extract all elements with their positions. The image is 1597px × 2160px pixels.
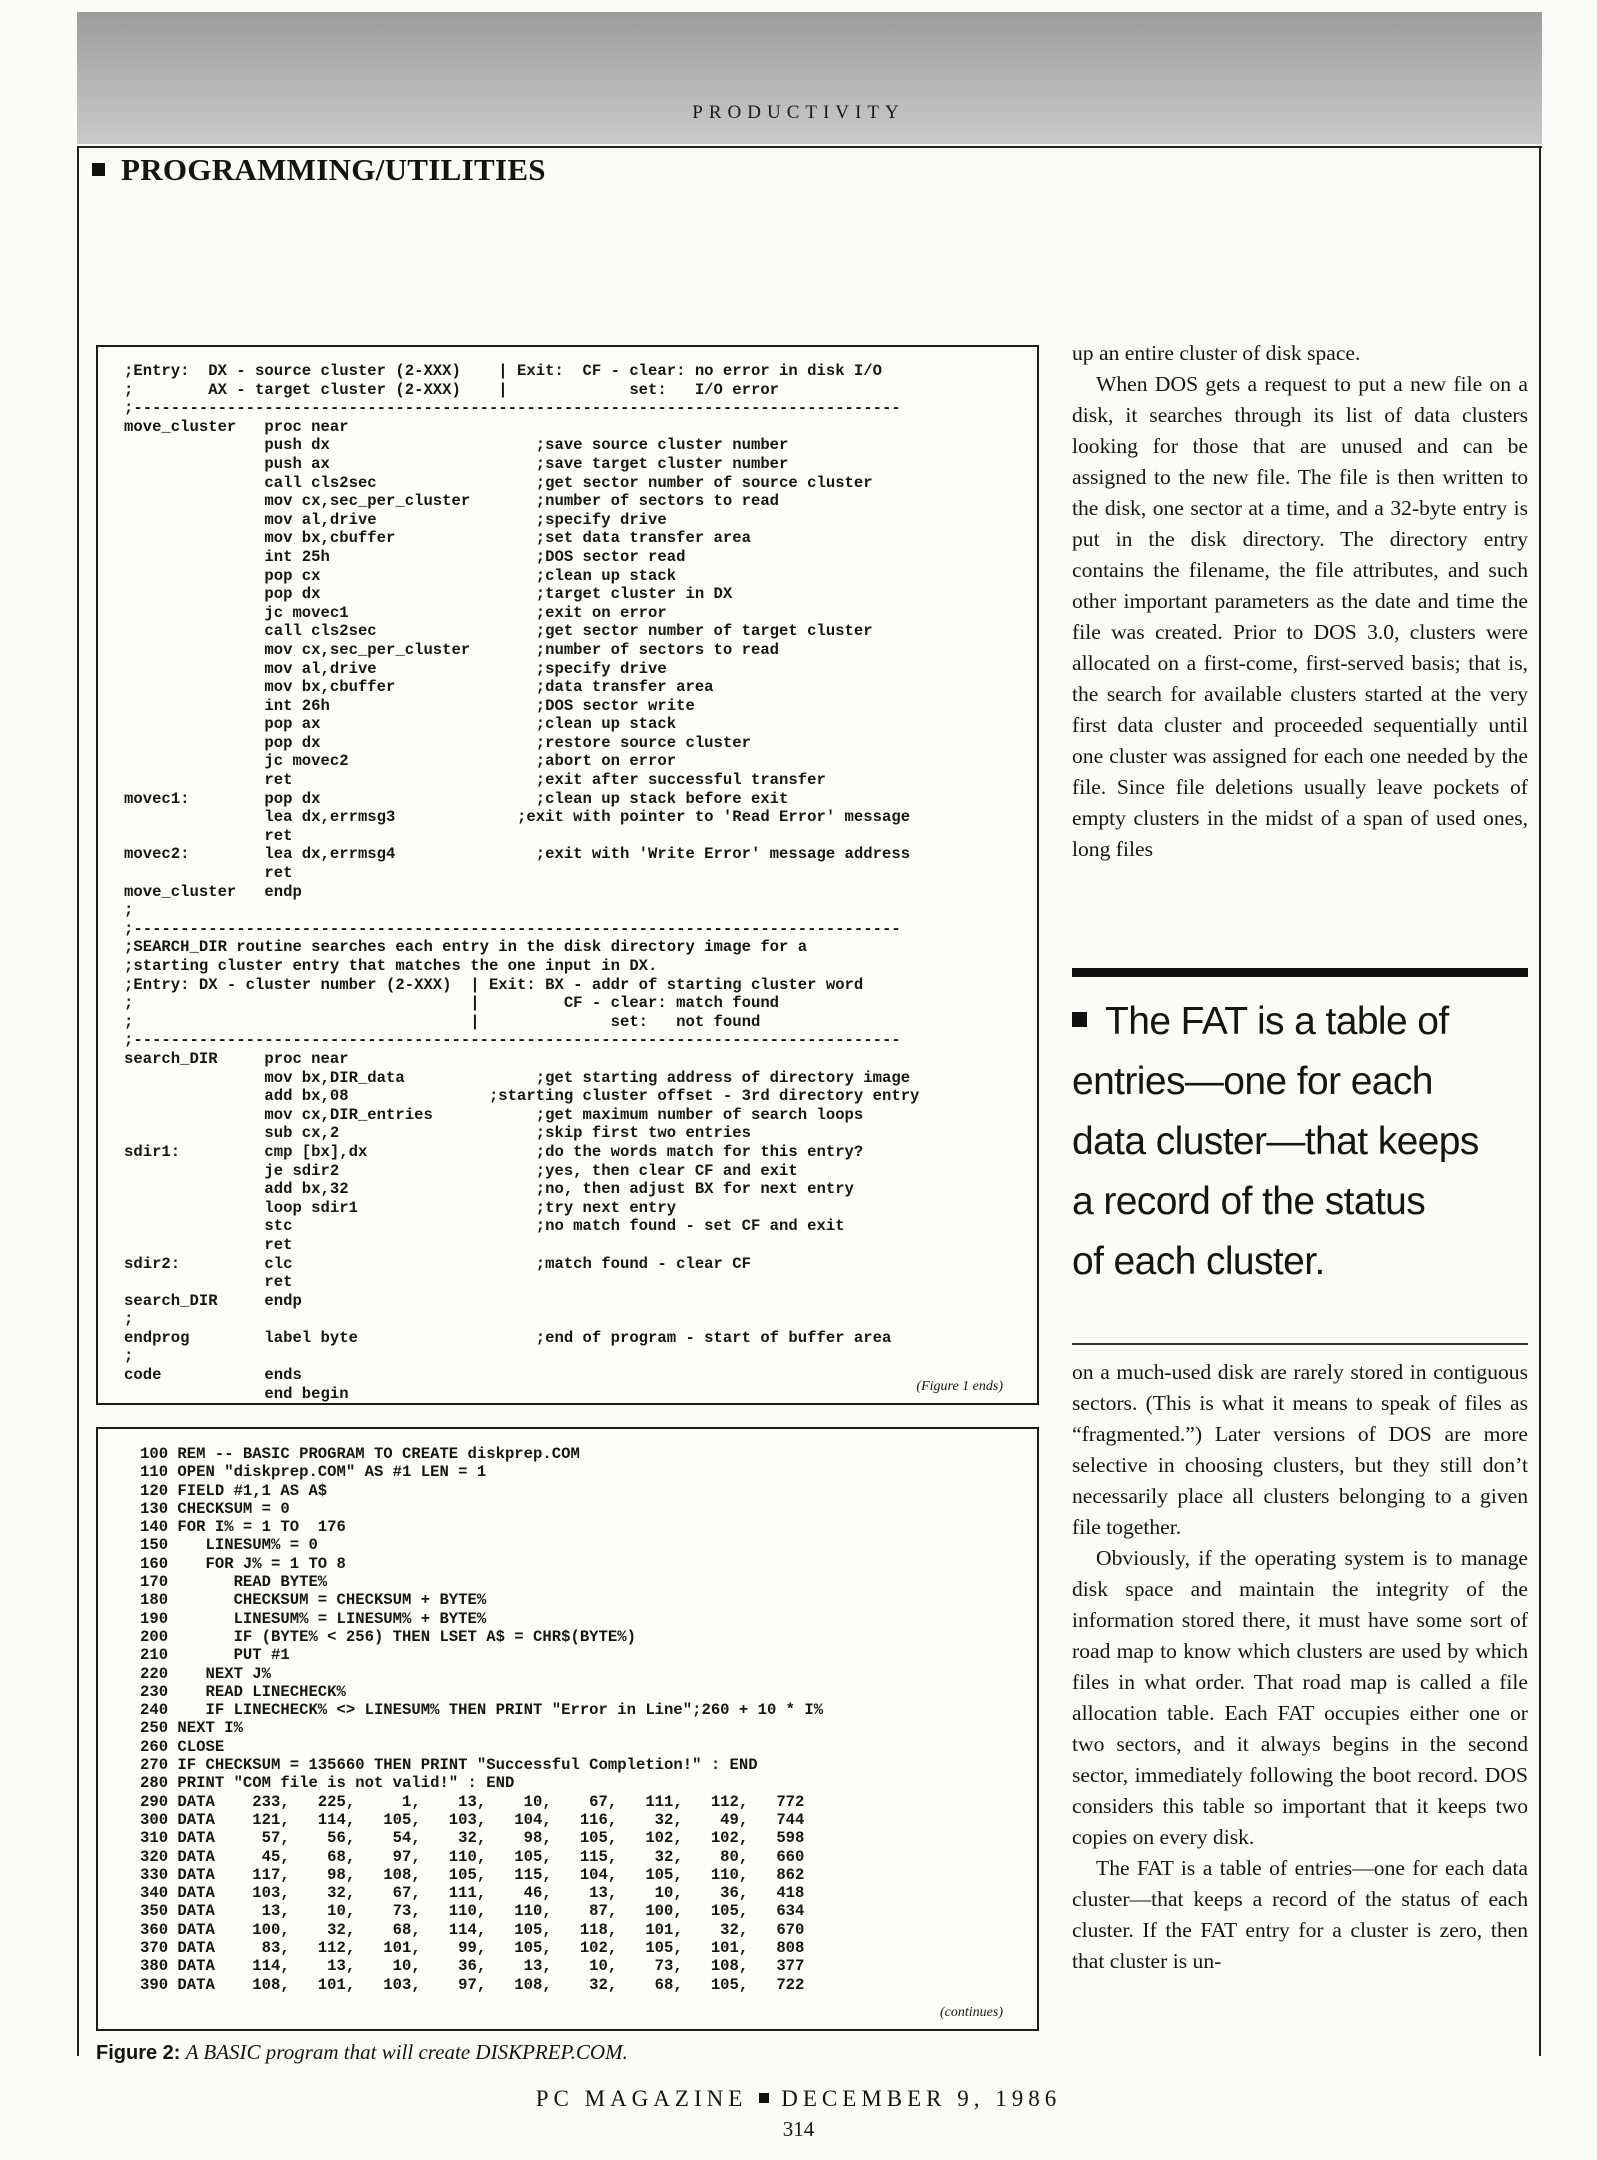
article-paragraph: When DOS gets a request to put a new file on a disk, it searches through its list of data clusters looking for those that are unused and can be assigned to the new file. The file is then written to the disk, one sector at a time, and a 32-byte entry is put in the disk directory. The directory entry contains the filename, the file attributes, and such other important parameters as the date and time the file was created. Prior to DOS 3.0, clusters were allocated on a first-come, first-served basis; that is, the search for available clusters started at the very first data cluster and proceeded sequentially until one cluster was assigned for each one needed by the file. Since file deletions usually leave pockets of empty clusters in the midst of a span of used ones, long files	[1072, 372, 1528, 861]
article-paragraph: The FAT is a table of entries—one for each data cluster—that keeps a record of the status of each cluster. If the FAT entry for a cluster is zero, then that cluster is un-	[1072, 1856, 1528, 1973]
pullquote	[1072, 992, 1542, 1292]
article-paragraph: Obviously, if the operating system is to manage disk space and maintain the integrity of the information stored there, it must have some sort of road map to know which clusters are used by which files in what order. That road map is called a file allocation table. Each FAT occupies either one or two sectors, and it always begins in the second sector, immediately following the boot record. DOS considers this table so important that it keeps two copies on every disk.	[1072, 1546, 1528, 1849]
article-column-top	[1072, 338, 1528, 865]
pullquote-line: a record of the status	[1072, 1180, 1426, 1223]
figure2-code-listing: 100 REM -- BASIC PROGRAM TO CREATE diskprep.COM 110 OPEN "diskprep.COM" AS #1 LEN = 1 120 FIELD #1,1 AS A$ 130 CHECKSUM = 0 140 FOR I% = 1 TO 176 150 LINESUM% = 0 160 FOR J% = 1 TO 8 170 READ BYTE% 180 CHECKSUM = CHECKSUM + BYTE% 190 LINESUM% = LINESUM% + BYTE% 200 IF (BYTE% < 256) THEN LSET A$ = CHR$(BYTE%) 210 PUT #1 220 NEXT J% 230 READ LINECHECK% 240 IF LINECHECK% <> LINESUM% THEN PRINT "Error in Line";260 + 10 * I% 250 NEXT I% 260 CLOSE 270 IF CHECKSUM = 135660 THEN PRINT "Successful Completion!" : END 280 PRINT "COM file is not valid!" : END 290 DATA 233, 225, 1, 13, 10, 67, 111, 112, 772 300 DATA 121, 114, 105, 103, 104, 116, 32, 49, 744 310 DATA 57, 56, 54, 32, 98, 105, 102, 102, 598 320 DATA 45, 68, 97, 110, 105, 115, 32, 80, 660 330 DATA 117, 98, 108, 105, 115, 104, 105, 110, 862 340 DATA 103, 32, 67, 111, 46, 13, 10, 36, 418 350 DATA 13, 10, 73, 110, 110, 87, 100, 105, 634 360 DATA 100, 32, 68, 114, 105, 118, 101, 32, 670 370 DATA 83, 112, 101, 99, 105, 102, 105, 101, 808 380 DATA 114, 13, 10, 36, 13, 10, 73, 108, 377 390 DATA 108, 101, 103, 97, 108, 32, 68, 105, 722	[140, 1445, 824, 1994]
caption-label: Figure 2:	[96, 2042, 181, 2064]
pullquote-line: of each cluster.	[1072, 1240, 1325, 1283]
left-rule	[77, 146, 79, 2056]
footer-date: DECEMBER 9, 1986	[781, 2086, 1062, 2111]
pullquote-bottom-rule	[1072, 1343, 1528, 1345]
figure2-continues-note: (continues)	[940, 2005, 1003, 2020]
bullet-square-icon	[759, 2093, 769, 2103]
pullquote-line: entries—one for each	[1072, 1060, 1433, 1103]
figure1-end-note: (Figure 1 ends)	[916, 1379, 1003, 1394]
section-kicker	[92, 152, 546, 188]
article-paragraph: up an entire cluster of disk space.	[1072, 341, 1361, 365]
kicker-text: PROGRAMMING/UTILITIES	[121, 152, 546, 187]
page-number: 314	[782, 2117, 815, 2141]
pullquote-line: data cluster—that keeps	[1072, 1120, 1479, 1163]
pullquote-top-rule	[1072, 968, 1528, 977]
caption-text: A BASIC program that will create DISKPREP.COM.	[185, 2040, 628, 2064]
top-rule	[77, 146, 1542, 148]
header-band	[77, 12, 1542, 144]
pullquote-line: The FAT is a table of	[1105, 1000, 1449, 1043]
bullet-square-icon	[92, 163, 105, 176]
figure1-code-box	[96, 345, 1039, 1405]
page-footer	[0, 2086, 1597, 2112]
figure1-code-listing: ;Entry: DX - source cluster (2-XXX) | Exit: CF - clear: no error in disk I/O ; AX - target cluster (2-XXX) | set: I/O error ;---------------------------------------------------------------------------------- move_cluster proc near push dx ;save source cluster number push ax ;save target cluster number call cls2sec ;get sector number of source cluster mov cx,sec_per_cluster ;number of sectors to read mov al,drive ;specify drive mov bx,cbuffer ;set data transfer area int 25h ;DOS sector read pop cx ;clean up stack pop dx ;target cluster in DX jc movec1 ;exit on error call cls2sec ;get sector number of target cluster mov cx,sec_per_cluster ;number of sectors to read mov al,drive ;specify drive mov bx,cbuffer ;data transfer area int 26h ;DOS sector write pop ax ;clean up stack pop dx ;restore source cluster jc movec2 ;abort on error ret ;exit after successful transfer movec1: pop dx ;clean up stack before exit lea dx,errmsg3 ;exit with pointer to 'Read Error' message ret movec2: lea dx,errmsg4 ;exit with 'Write Error' message address ret move_cluster endp ; ;---------------------------------------------------------------------------------- ;SEARCH_DIR routine searches each entry in the disk directory image for a ;starting cluster entry that matches the one input in DX. ;Entry: DX - cluster number (2-XXX) | Exit: BX - addr of starting cluster word ; | CF - clear: match found ; | set: not found ;---------------------------------------------------------------------------------- search_DIR proc near mov bx,DIR_data ;get starting address of directory image add bx,08 ;starting cluster offset - 3rd directory entry mov cx,DIR_entries ;get maximum number of search loops sub cx,2 ;skip first two entries sdir1: cmp [bx],dx ;do the words match for this entry? je sdir2 ;yes, then clear CF and exit add bx,32 ;no, then adjust BX for next entry loop sdir1 ;try next entry stc ;no match found - set CF and exit ret sdir2: clc ;match found - clear CF ret search_DIR endp ; endprog label byte ;end of program - start of buffer area ; code ends end begin	[124, 362, 920, 1403]
article-column-bottom	[1072, 1357, 1528, 1977]
section-label: PRODUCTIVITY	[692, 102, 905, 123]
figure2-code-box	[96, 1427, 1039, 2031]
bullet-square-icon	[1072, 1012, 1087, 1027]
figure2-caption	[96, 2040, 628, 2065]
footer-magazine: PC MAGAZINE	[535, 2086, 748, 2111]
article-paragraph: on a much-used disk are rarely stored in contiguous sectors. (This is what it means to speak of files as “fragmented.”) Later versions of DOS are more selective in choosing clusters, but they still don’t necessarily place all clusters belonging to a given file together.	[1072, 1360, 1528, 1539]
